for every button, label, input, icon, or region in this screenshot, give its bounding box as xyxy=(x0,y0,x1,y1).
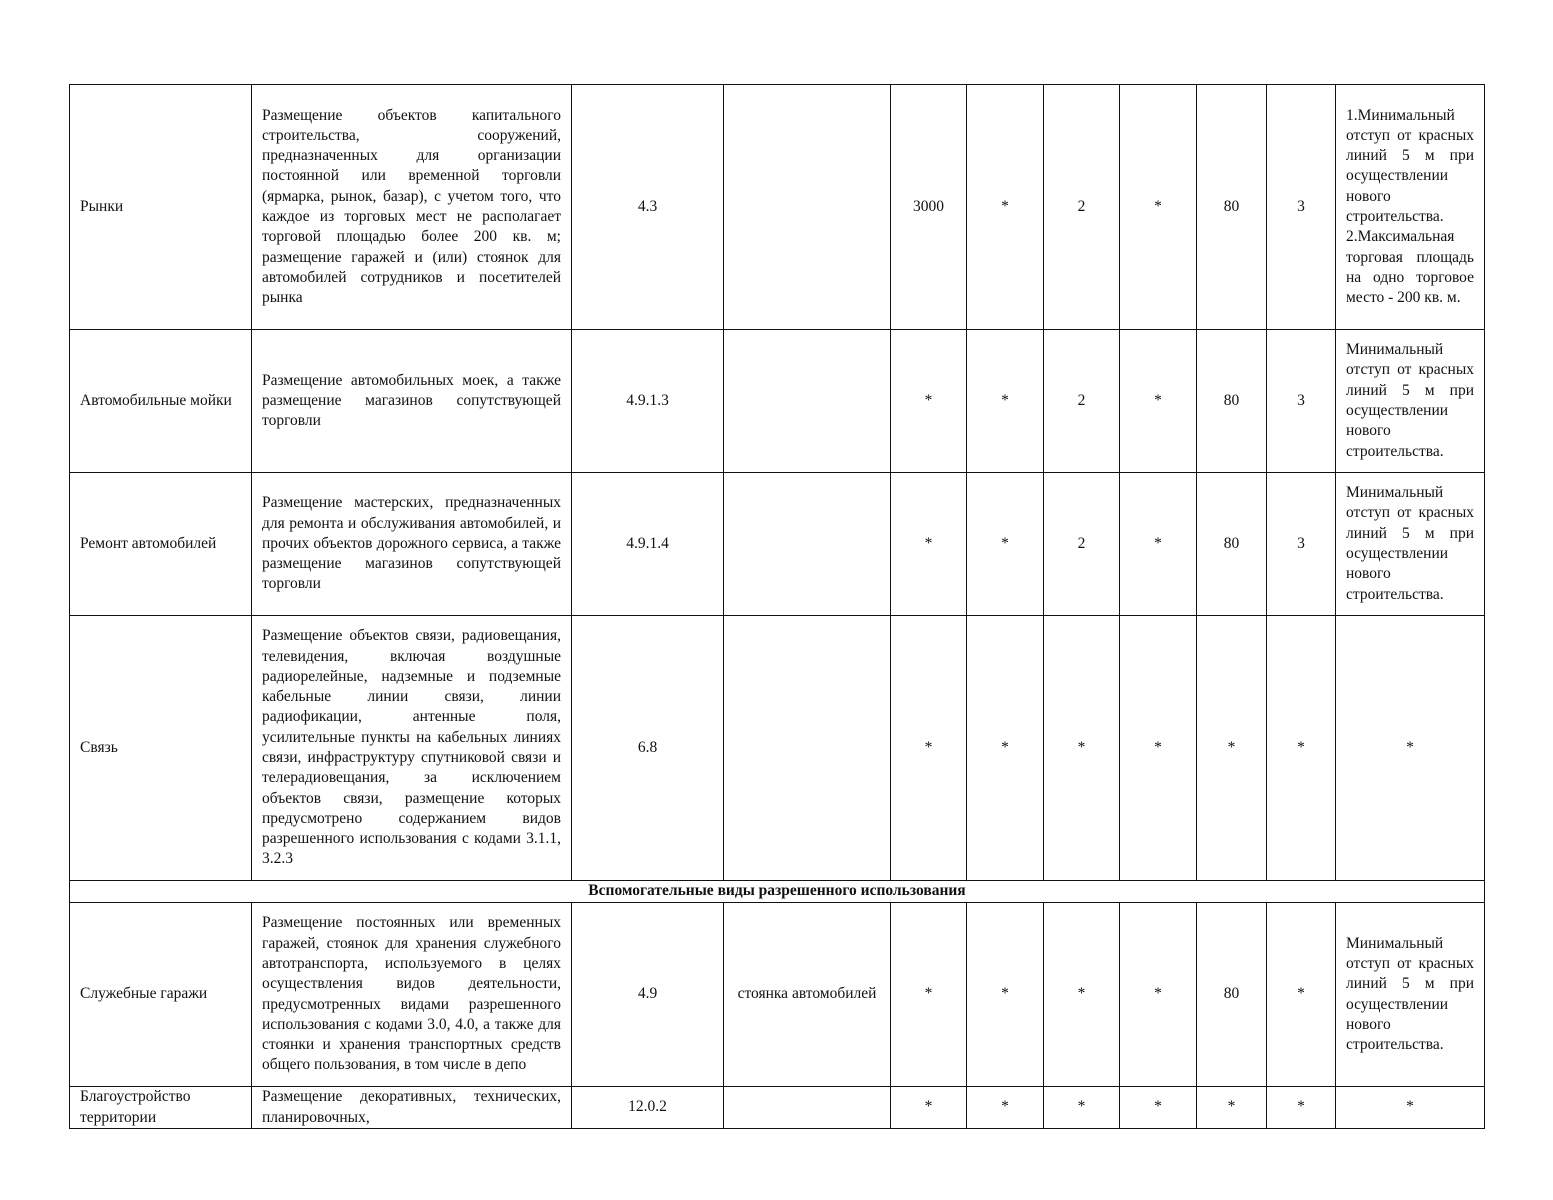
param-5: 80 xyxy=(1197,330,1267,473)
use-code: 4.9.1.3 xyxy=(572,330,724,473)
note-cell: Минимальный отступ от красных линий 5 м при осуществлении нового строительства. xyxy=(1336,903,1485,1087)
table-row xyxy=(70,1087,1485,1129)
extra-cell: стоянка автомобилей xyxy=(724,903,891,1087)
param-3: 2 xyxy=(1044,330,1120,473)
use-code: 6.8 xyxy=(572,616,724,881)
note-cell: Минимальный отступ от красных линий 5 м при осуществлении нового строительства. xyxy=(1336,473,1485,616)
use-description: Размещение объектов связи, радиовещания, телевидения, включая воздушные радиорелейные, надземные и подземные кабельные линии связи, линии радиофикации, антенные поля, усилительные пункты на кабельных линиях связи, инфраструктуру спутниковой связи и телерадиовещания, за исключением объектов связи, размещение которых предусмотрено содержанием видов разрешенного использования с кодами 3.1.1, 3.2.3 xyxy=(252,616,572,881)
param-6: * xyxy=(1267,1087,1336,1129)
param-1: * xyxy=(891,330,967,473)
use-description: Размещение мастерских, предназначенных для ремонта и обслуживания автомобилей, и прочих объектов дорожного сервиса, а также размещение магазинов сопутствующей торговли xyxy=(252,473,572,616)
param-3: * xyxy=(1044,616,1120,881)
param-2: * xyxy=(967,1087,1044,1129)
param-1: * xyxy=(891,473,967,616)
param-3: 2 xyxy=(1044,85,1120,330)
use-description: Размещение декоративных, технических, планировочных, xyxy=(252,1087,572,1129)
param-3: * xyxy=(1044,903,1120,1087)
section-header: Вспомогательные виды разрешенного использования xyxy=(70,881,1485,903)
note-cell: * xyxy=(1336,616,1485,881)
param-5: 80 xyxy=(1197,903,1267,1087)
param-4: * xyxy=(1120,1087,1197,1129)
param-2: * xyxy=(967,903,1044,1087)
param-4: * xyxy=(1120,473,1197,616)
extra-cell xyxy=(724,473,891,616)
param-2: * xyxy=(967,616,1044,881)
use-name: Связь xyxy=(70,616,252,881)
param-6: 3 xyxy=(1267,330,1336,473)
table-row xyxy=(70,85,1485,330)
note-cell: 1.Минимальный отступ от красных линий 5 м при осуществлении нового строительства. 2.Максимальная торговая площадь на одно торговое место - 200 кв. м. xyxy=(1336,85,1485,330)
param-6: * xyxy=(1267,616,1336,881)
table-row xyxy=(70,616,1485,881)
table-row xyxy=(70,903,1485,1087)
use-name: Служебные гаражи xyxy=(70,903,252,1087)
param-2: * xyxy=(967,85,1044,330)
param-4: * xyxy=(1120,330,1197,473)
use-name: Автомобильные мойки xyxy=(70,330,252,473)
param-1: 3000 xyxy=(891,85,967,330)
param-1: * xyxy=(891,1087,967,1129)
param-6: 3 xyxy=(1267,473,1336,616)
use-description: Размещение автомобильных моек, а также размещение магазинов сопутствующей торговли xyxy=(252,330,572,473)
extra-cell xyxy=(724,616,891,881)
param-5: * xyxy=(1197,1087,1267,1129)
param-1: * xyxy=(891,616,967,881)
param-5: * xyxy=(1197,616,1267,881)
note-cell: * xyxy=(1336,1087,1485,1129)
extra-cell xyxy=(724,85,891,330)
use-name: Благоустройство территории xyxy=(70,1087,252,1129)
use-code: 4.9 xyxy=(572,903,724,1087)
param-3: 2 xyxy=(1044,473,1120,616)
use-description: Размещение постоянных или временных гаражей, стоянок для хранения служебного автотранспорта, используемого в целях осуществления видов деятельности, предусмотренных видами разрешенного использования с кодами 3.0, 4.0, а также для стоянки и хранения транспортных средств общего пользования, в том числе в депо xyxy=(252,903,572,1087)
use-code: 4.3 xyxy=(572,85,724,330)
use-name: Рынки xyxy=(70,85,252,330)
param-1: * xyxy=(891,903,967,1087)
extra-cell xyxy=(724,330,891,473)
param-6: * xyxy=(1267,903,1336,1087)
param-4: * xyxy=(1120,616,1197,881)
land-use-table xyxy=(69,84,1485,1129)
table-row xyxy=(70,330,1485,473)
param-3: * xyxy=(1044,1087,1120,1129)
use-description: Размещение объектов капитального строительства, сооружений, предназначенных для организации постоянной или временной торговли (ярмарка, рынок, базар), с учетом того, что каждое из торговых мест не располагает торговой площадью более 200 кв. м; размещение гаражей и (или) стоянок для автомобилей сотрудников и посетителей рынка xyxy=(252,85,572,330)
section-row xyxy=(70,881,1485,903)
table-row xyxy=(70,473,1485,616)
param-4: * xyxy=(1120,903,1197,1087)
param-2: * xyxy=(967,473,1044,616)
param-5: 80 xyxy=(1197,85,1267,330)
use-code: 12.0.2 xyxy=(572,1087,724,1129)
param-6: 3 xyxy=(1267,85,1336,330)
param-5: 80 xyxy=(1197,473,1267,616)
use-code: 4.9.1.4 xyxy=(572,473,724,616)
param-4: * xyxy=(1120,85,1197,330)
note-cell: Минимальный отступ от красных линий 5 м при осуществлении нового строительства. xyxy=(1336,330,1485,473)
param-2: * xyxy=(967,330,1044,473)
use-name: Ремонт автомобилей xyxy=(70,473,252,616)
extra-cell xyxy=(724,1087,891,1129)
